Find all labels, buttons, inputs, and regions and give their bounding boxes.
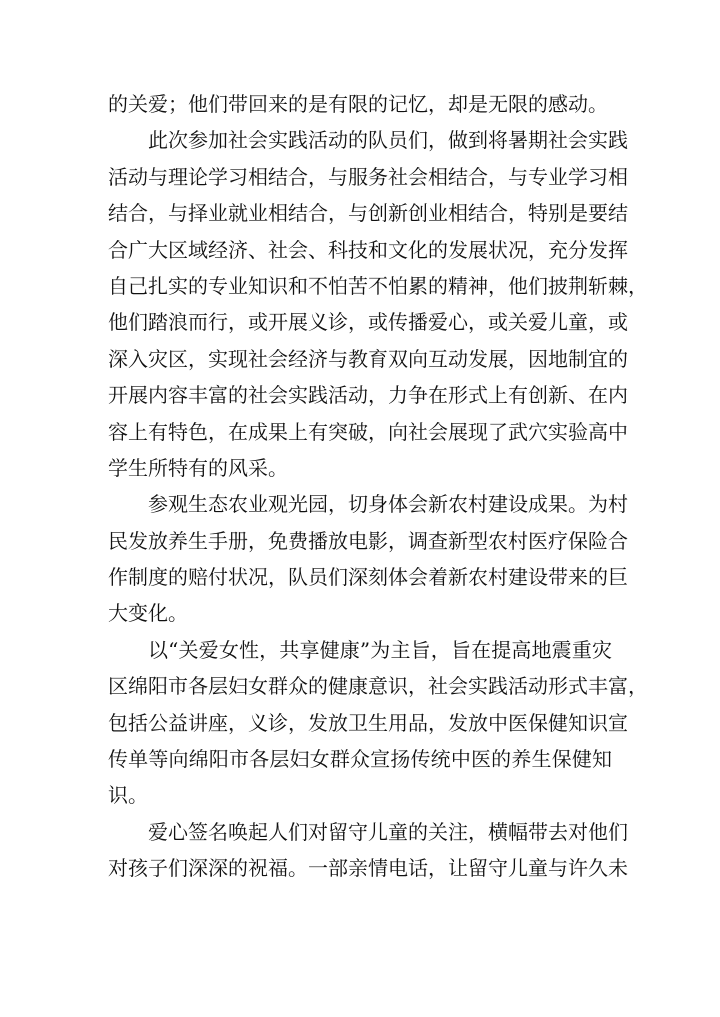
- text-line: 活动与理论学习相结合，与服务社会相结合，与专业学习相: [108, 164, 628, 189]
- text-line: 此次参加社会实践活动的队员们，做到将暑期社会实践: [148, 128, 628, 153]
- text-line: 包括公益讲座，义诊，发放卫生用品，发放中医保健知识宣: [108, 710, 628, 735]
- text-line: 开展内容丰富的社会实践活动，力争在形式上有创新、在内: [108, 383, 628, 408]
- text-line: 对孩子们深深的祝福。一部亲情电话，让留守儿童与许久未: [108, 856, 628, 881]
- text-line: 深入灾区，实现社会经济与教育双向互动发展，因地制宜的: [108, 346, 628, 371]
- text-line: 区绵阳市各层妇女群众的健康意识，社会实践活动形式丰富，: [108, 674, 648, 699]
- text-line: 他们踏浪而行，或开展义诊，或传播爱心，或关爱儿童，或: [108, 310, 628, 335]
- body-text: [108, 86, 648, 887]
- text-line: 容上有特色，在成果上有突破，向社会展现了武穴实验高中: [108, 419, 628, 444]
- text-line: 合广大区域经济、社会、科技和文化的发展状况，充分发挥: [108, 237, 628, 262]
- text-line: 作制度的赔付状况，队员们深刻体会着新农村建设带来的巨: [108, 565, 628, 590]
- text-line: 爱心签名唤起人们对留守儿童的关注，横幅带去对他们: [148, 819, 628, 844]
- text-line: 识。: [108, 783, 148, 808]
- text-line: 结合，与择业就业相结合，与创新创业相结合，特别是要结: [108, 201, 628, 226]
- text-line: 传单等向绵阳市各层妇女群众宣扬传统中医的养生保健知: [108, 747, 612, 772]
- text-line: 的关爱；他们带回来的是有限的记忆，却是无限的感动。: [108, 92, 608, 116]
- text-line: 大变化。: [108, 601, 188, 626]
- text-line: 以“关爱女性，共享健康”为主旨，旨在提高地震重灾: [148, 637, 612, 662]
- text-line: 学生所特有的风采。: [108, 455, 288, 480]
- text-line: 民发放养生手册，免费播放电影，调查新型农村医疗保险合: [108, 528, 628, 553]
- text-line: 参观生态农业观光园，切身体会新农村建设成果。为村: [148, 492, 628, 517]
- text-line: 自己扎实的专业知识和不怕苦不怕累的精神，他们披荆斩棘，: [108, 273, 648, 298]
